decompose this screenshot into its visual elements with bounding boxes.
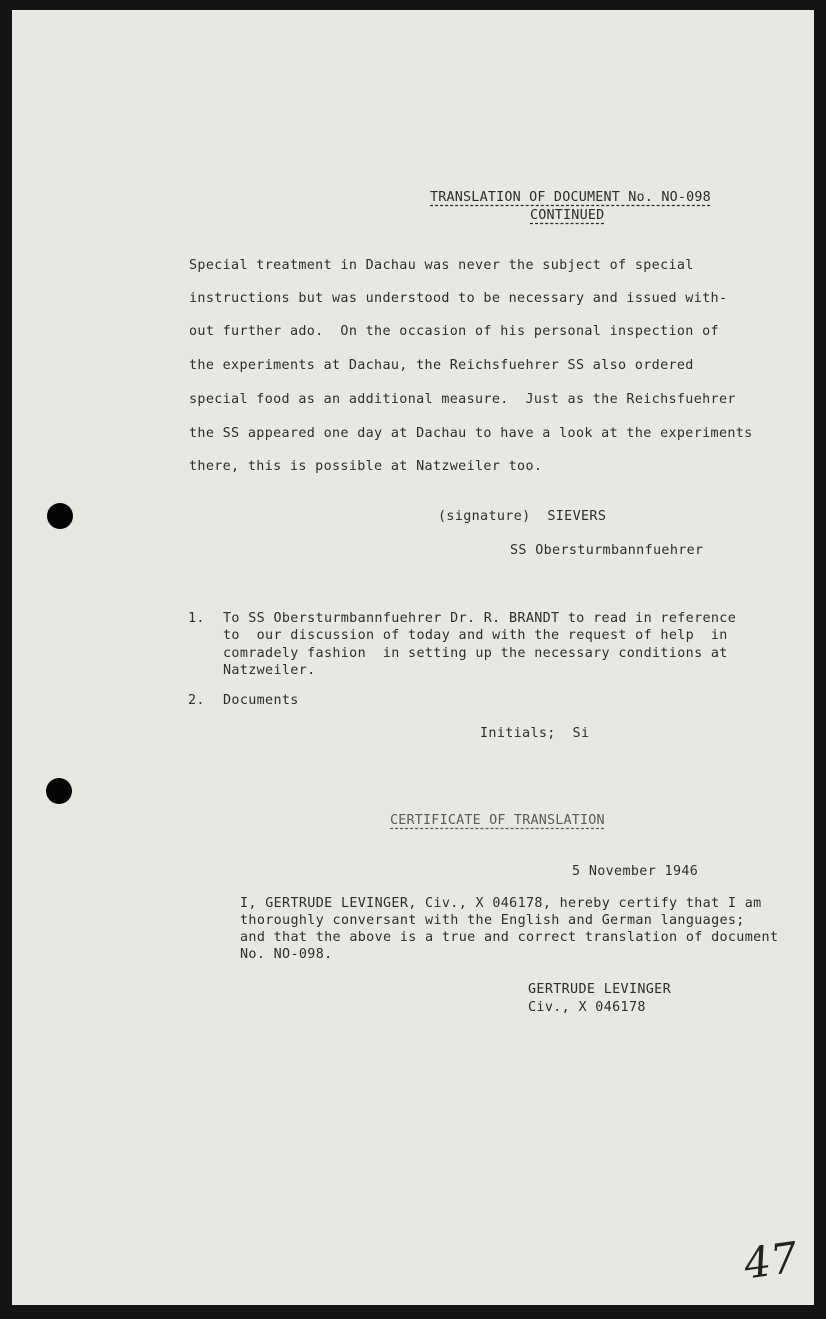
certificate-line: I, GERTRUDE LEVINGER, Civ., X 046178, hereby certify that I am bbox=[240, 896, 762, 911]
list-item-line: comradely fashion in setting up the necessary conditions at bbox=[223, 646, 728, 661]
body-line: there, this is possible at Natzweiler too. bbox=[189, 459, 543, 474]
certificate-line: No. NO-098. bbox=[240, 947, 333, 962]
document-title: TRANSLATION OF DOCUMENT No. NO-098 bbox=[430, 190, 711, 205]
list-item-line: Natzweiler. bbox=[223, 663, 316, 678]
list-item-number: 1. bbox=[188, 611, 205, 626]
certificate-line: and that the above is a true and correct translation of document bbox=[240, 930, 779, 945]
list-item-line: to our discussion of today and with the request of help in bbox=[223, 628, 728, 643]
translator-name: GERTRUDE LEVINGER bbox=[528, 982, 672, 997]
body-line: instructions but was understood to be necessary and issued with- bbox=[189, 291, 728, 306]
body-line: Special treatment in Dachau was never the subject of special bbox=[189, 258, 694, 273]
list-item-line: Documents bbox=[223, 693, 299, 708]
page-number: 47 bbox=[740, 1232, 801, 1289]
body-line: special food as an additional measure. Just as the Reichsfuehrer bbox=[189, 392, 736, 407]
signature-rank: SS Obersturmbannfuehrer bbox=[510, 543, 704, 558]
initials: Initials; Si bbox=[480, 726, 590, 741]
punch-hole bbox=[47, 503, 73, 529]
translator-id: Civ., X 046178 bbox=[528, 1000, 646, 1015]
signature-line: (signature) SIEVERS bbox=[438, 509, 607, 524]
certificate-date: 5 November 1946 bbox=[572, 864, 699, 879]
certificate-heading: CERTIFICATE OF TRANSLATION bbox=[390, 813, 605, 828]
body-line: out further ado. On the occasion of his personal inspection of bbox=[189, 324, 719, 339]
body-line: the SS appeared one day at Dachau to have a look at the experiments bbox=[189, 426, 753, 441]
body-line: the experiments at Dachau, the Reichsfuehrer SS also ordered bbox=[189, 358, 694, 373]
document-subtitle: CONTINUED bbox=[530, 208, 605, 223]
list-item-number: 2. bbox=[188, 693, 205, 708]
certificate-line: thoroughly conversant with the English and German languages; bbox=[240, 913, 745, 928]
list-item-line: To SS Obersturmbannfuehrer Dr. R. BRANDT to read in reference bbox=[223, 611, 737, 626]
punch-hole bbox=[46, 778, 72, 804]
